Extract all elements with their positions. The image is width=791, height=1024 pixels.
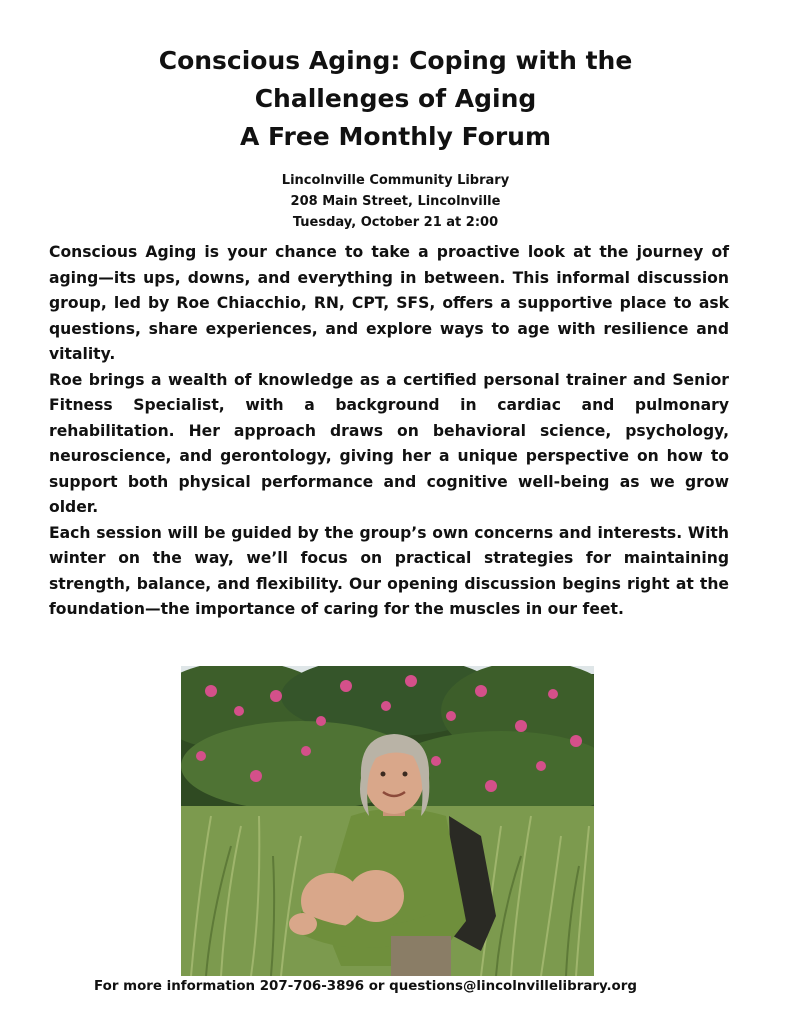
- flyer-title: [0, 42, 791, 156]
- contact-info: For more information 207-706-3896 or questions@lincolnvillelibrary.org: [94, 979, 637, 994]
- presenter-photo: [181, 666, 594, 976]
- description: [49, 240, 729, 623]
- venue-info: [0, 170, 791, 233]
- title-line-1: Conscious Aging: Coping with the: [158, 46, 633, 75]
- venue-name: Lincolnville Community Library: [281, 173, 510, 188]
- paragraph-leader: Roe brings a wealth of knowledge as a certified personal trainer and Senior Fitness Specialist, with a background in cardiac and pulmonary rehabilitation. Her approach draws on behavioral science, psychology, neuroscience, and gerontology, giving her a unique perspective on how to support both physical performance and cognitive well-being as we grow older.: [49, 370, 729, 516]
- title-line-3: A Free Monthly Forum: [239, 122, 552, 151]
- title-line-2: Challenges of Aging: [254, 84, 537, 113]
- event-datetime: Tuesday, October 21 at 2:00: [292, 215, 499, 230]
- venue-address: 208 Main Street, Lincolnville: [290, 194, 501, 209]
- paragraph-sessions: Each session will be guided by the group’s own concerns and interests. With winter on the way, we’ll focus on practical strategies for maintaining strength, balance, and flexibility. Our opening discussion begins right at the foundation—the importance of caring for the muscles in our feet.: [49, 523, 729, 618]
- paragraph-intro: Conscious Aging is your chance to take a proactive look at the journey of aging—its ups, downs, and everything in between. This informal discussion group, led by Roe Chiacchio, RN, CPT, SFS, offers a supportive place to ask questions, share experiences, and explore ways to age with resilience and vitality.: [49, 243, 729, 363]
